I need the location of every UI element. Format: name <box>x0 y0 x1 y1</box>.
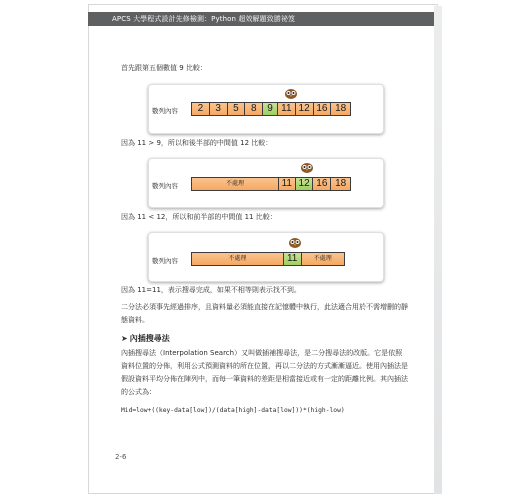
side-tab <box>434 6 442 494</box>
step-3-label: 數列內容 <box>152 257 178 265</box>
section-title: 內插搜尋法 <box>129 334 170 343</box>
step-2-label: 數列內容 <box>152 182 178 190</box>
array-skip-segment: 不處理 <box>192 253 284 265</box>
owl-icon <box>300 161 314 173</box>
array-skip-segment: 不處理 <box>192 178 279 190</box>
step-2-text: 因為 11 > 9，所以和後半部的中間值 12 比較： <box>121 139 273 147</box>
array-cell: 3 <box>210 103 228 115</box>
step-2-array <box>191 177 351 191</box>
array-cell-highlight: 11 <box>284 253 302 265</box>
array-cell: 11 <box>278 103 296 115</box>
owl-icon <box>288 236 302 248</box>
book-title: APCS 大學程式設計先修檢測：Python 超效解題致勝祕笈 <box>112 15 296 23</box>
array-cell: 2 <box>192 103 210 115</box>
section-heading <box>121 333 170 344</box>
array-cell: 12 <box>296 103 314 115</box>
formula: Mid=low+((key-data[low])/(data[high]-data[low]))*(high-low) <box>121 407 345 414</box>
array-cell: 16 <box>313 178 331 190</box>
step-1-label: 數列內容 <box>152 107 178 115</box>
step-1-array <box>191 102 351 116</box>
step-1-text: 首先跟第五個數值 9 比較： <box>121 64 207 72</box>
page-number: 2-6 <box>115 453 127 461</box>
array-cell: 11 <box>279 178 296 190</box>
array-cell: 18 <box>331 103 350 115</box>
array-cell: 18 <box>331 178 350 190</box>
result-text: 因為 11=11，表示搜尋完成，如果不相等則表示找不到。 <box>121 286 301 294</box>
section-arrow-icon: ➤ <box>121 334 128 343</box>
array-cell: 8 <box>245 103 263 115</box>
array-cell-highlight: 9 <box>263 103 278 115</box>
array-cell-highlight: 12 <box>296 178 314 190</box>
array-cell: 5 <box>228 103 246 115</box>
array-cell: 16 <box>314 103 332 115</box>
step-3-text: 因為 11 < 12，所以和前半部的中間值 11 比較： <box>121 213 277 221</box>
array-skip-segment: 不處理 <box>302 253 344 265</box>
summary-paragraph: 二分法必須事先經過排序，且資料量必須能直接在記憶體中執行，此法適合用於不需增刪的靜態資料。 <box>121 303 408 324</box>
interpolation-paragraph: 內插搜尋法（Interpolation Search）又叫做插補搜尋法，是二分搜尋法的改版。它是依照資料位置的分佈，利用公式預測資料的所在位置，再以二分法的方式漸漸逼近。使用內插法是假設資料平均分佈在陣列中，而每一筆資料的差距是相當接近或有一定的距離比例。其內插法的公式為： <box>121 349 408 396</box>
step-3-array <box>191 252 345 266</box>
owl-icon <box>284 87 298 99</box>
